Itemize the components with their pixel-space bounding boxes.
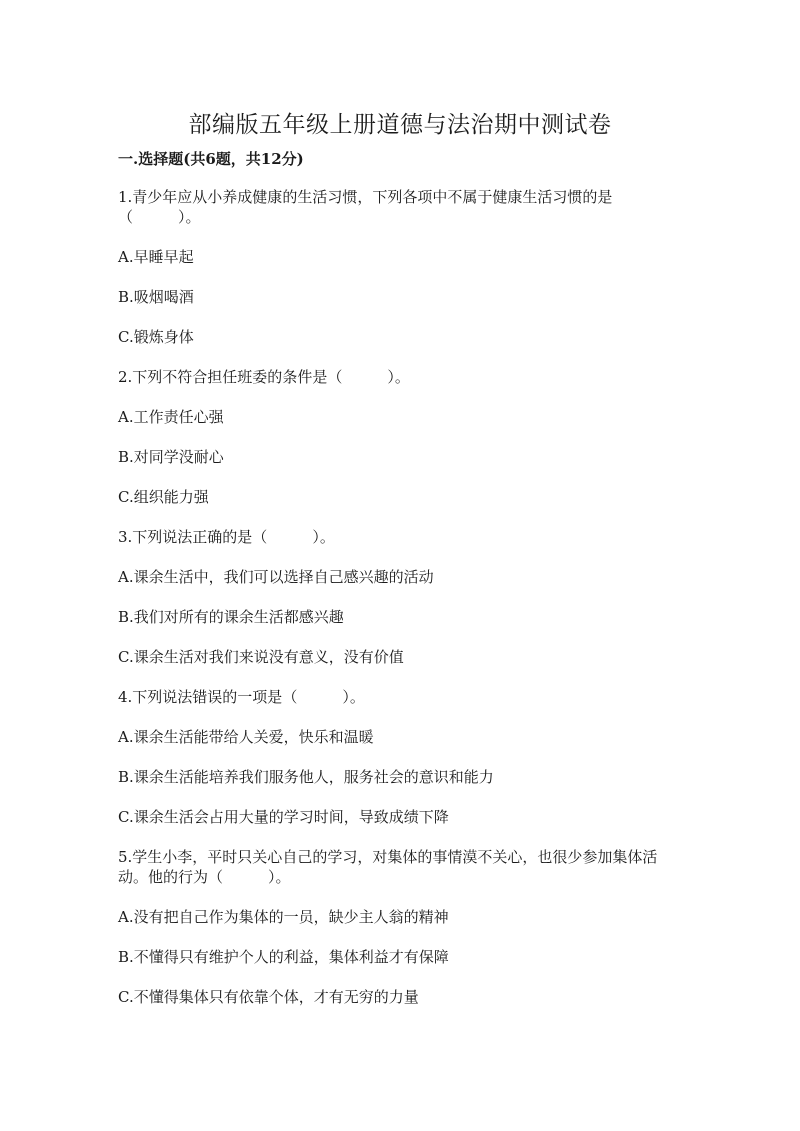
option-b: B.我们对所有的课余生活都感兴趣 <box>118 608 344 626</box>
question-1 <box>118 187 684 347</box>
option-c: C.组织能力强 <box>118 488 209 506</box>
question-stem: 3.下列说法正确的是（ ）。 <box>118 528 335 546</box>
option-b: B.吸烟喝酒 <box>118 288 194 306</box>
option-b: B.对同学没耐心 <box>118 448 224 466</box>
option-a: A.早睡早起 <box>118 248 194 266</box>
option-c: C.课余生活对我们来说没有意义，没有价值 <box>118 648 404 666</box>
question-stem: 4.下列说法错误的一项是（ ）。 <box>118 688 365 706</box>
question-stem: 1.青少年应从小养成健康的生活习惯，下列各项中不属于健康生活习惯的是（ ）。 <box>118 188 613 226</box>
question-2 <box>118 367 684 507</box>
question-5 <box>118 847 684 1007</box>
option-a: A.没有把自己作为集体的一员，缺少主人翁的精神 <box>118 908 449 926</box>
page-title: 部编版五年级上册道德与法治期中测试卷 <box>188 112 612 139</box>
question-stem: 2.下列不符合担任班委的条件是（ ）。 <box>118 368 410 386</box>
option-a: A.课余生活中，我们可以选择自己感兴趣的活动 <box>118 568 434 586</box>
option-a: A.课余生活能带给人关爱，快乐和温暖 <box>118 728 374 746</box>
section-heading: 一.选择题(共6题，共12分) <box>118 150 304 168</box>
question-stem: 5.学生小李，平时只关心自己的学习，对集体的事情漠不关心，也很少参加集体活动。他的行为（ ）。 <box>118 848 658 886</box>
option-c: C.课余生活会占用大量的学习时间，导致成绩下降 <box>118 808 449 826</box>
question-list <box>118 187 684 1027</box>
option-b: B.课余生活能培养我们服务他人，服务社会的意识和能力 <box>118 768 494 786</box>
option-b: B.不懂得只有维护个人的利益，集体利益才有保障 <box>118 948 449 966</box>
option-c: C.锻炼身体 <box>118 328 194 346</box>
question-4 <box>118 687 684 827</box>
question-3 <box>118 527 684 667</box>
option-a: A.工作责任心强 <box>118 408 224 426</box>
option-c: C.不懂得集体只有依靠个体，才有无穷的力量 <box>118 988 419 1006</box>
